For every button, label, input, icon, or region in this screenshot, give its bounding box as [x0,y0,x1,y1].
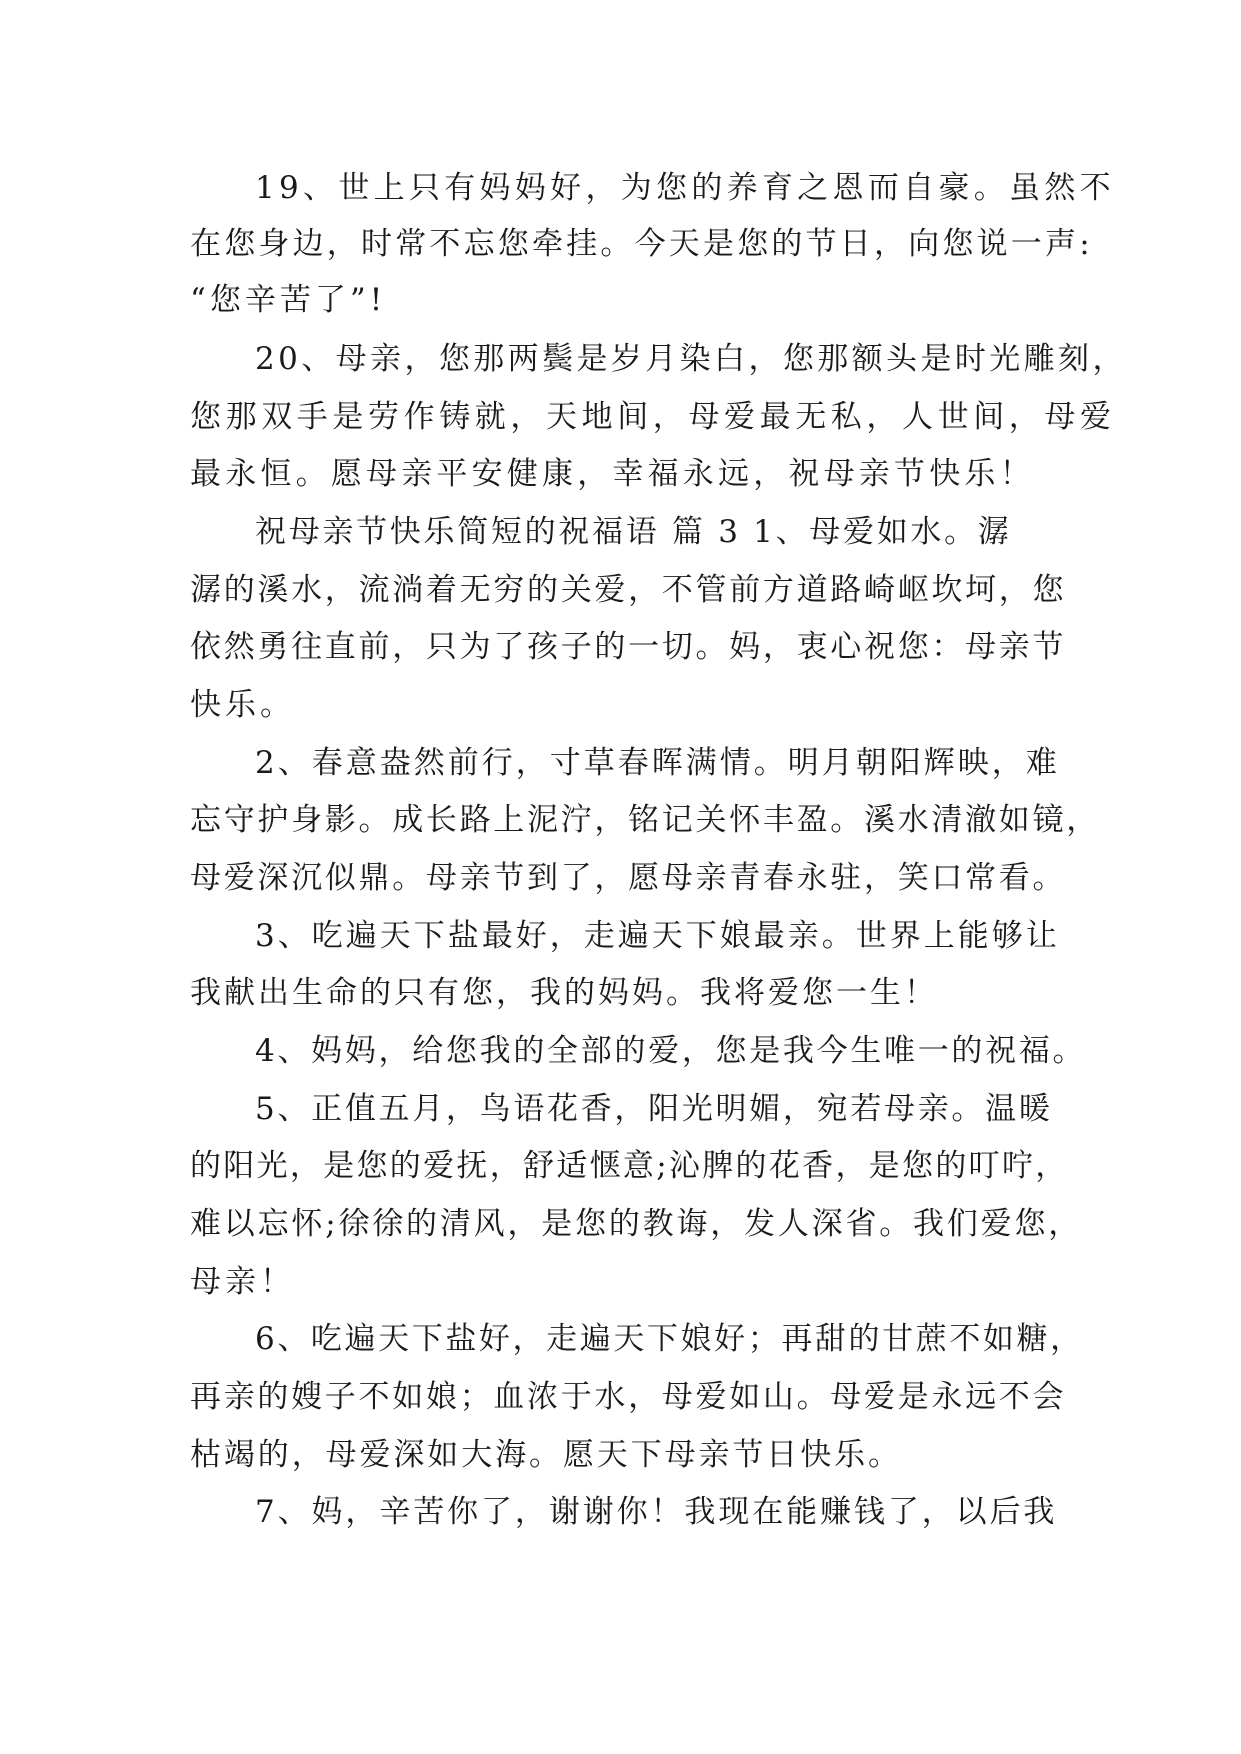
text-line: 再亲的嫂子不如娘；血浓于水，母爱如山。母爱是永远不会 [190,1379,1067,1415]
section-heading-line: 祝母亲节快乐简短的祝福语 篇 3 1、母爱如水。潺 [255,514,1012,550]
text-line: 母爱深沉似鼎。母亲节到了，愿母亲青春永驻，笑口常看。 [190,860,1067,896]
text-line: 母亲！ [190,1264,295,1300]
text-line: 您那双手是劳作铸就，天地间，母爱最无私，人世间，母爱 [190,399,1116,435]
text-line: 6、吃遍天下盐好，走遍天下娘好；再甜的甘蔗不如糖， [255,1321,1084,1357]
text-line: 的阳光，是您的爱抚，舒适惬意;沁脾的花香，是您的叮咛， [190,1148,1069,1184]
text-line: 我献出生命的只有您，我的妈妈。我将爱您一生！ [190,975,938,1011]
text-line: 潺的溪水，流淌着无穷的关爱，不管前方道路崎岖坎坷，您 [190,572,1067,608]
text-line: 20、母亲，您那两鬓是岁月染白，您那额头是时光雕刻， [255,341,1127,377]
text-line: 19、世上只有妈妈好，为您的养育之恩而自豪。虽然不 [255,170,1115,206]
text-line: 枯竭的，母爱深如大海。愿天下母亲节日快乐。 [190,1437,902,1473]
text-line: 忘守护身影。成长路上泥泞，铭记关怀丰盈。溪水清澈如镜， [190,802,1100,838]
text-line: 在您身边，时常不忘您牵挂。今天是您的节日，向您说一声: [190,226,1093,262]
text-line: 7、妈，辛苦你了，谢谢你！我现在能赚钱了，以后我 [255,1494,1058,1530]
text-line: 5、正值五月，鸟语花香，阳光明媚，宛若母亲。温暖 [255,1091,1053,1127]
text-line: 依然勇往直前，只为了孩子的一切。妈，衷心祝您：母亲节 [190,629,1067,665]
text-line: 2、春意盎然前行，寸草春晖满情。明月朝阳辉映，难 [255,745,1060,781]
text-line: 4、妈妈，给您我的全部的爱，您是我今生唯一的祝福。 [255,1033,1087,1069]
text-line: “您辛苦了”! [190,282,387,318]
text-line: 3、吃遍天下盐最好，走遍天下娘最亲。世界上能够让 [255,918,1060,954]
text-line: 难以忘怀;徐徐的清风，是您的教诲，发人深省。我们爱您， [190,1206,1083,1242]
text-line: 快乐。 [190,687,295,723]
text-line: 最永恒。愿母亲平安健康，幸福永远，祝母亲节快乐！ [190,456,1035,492]
